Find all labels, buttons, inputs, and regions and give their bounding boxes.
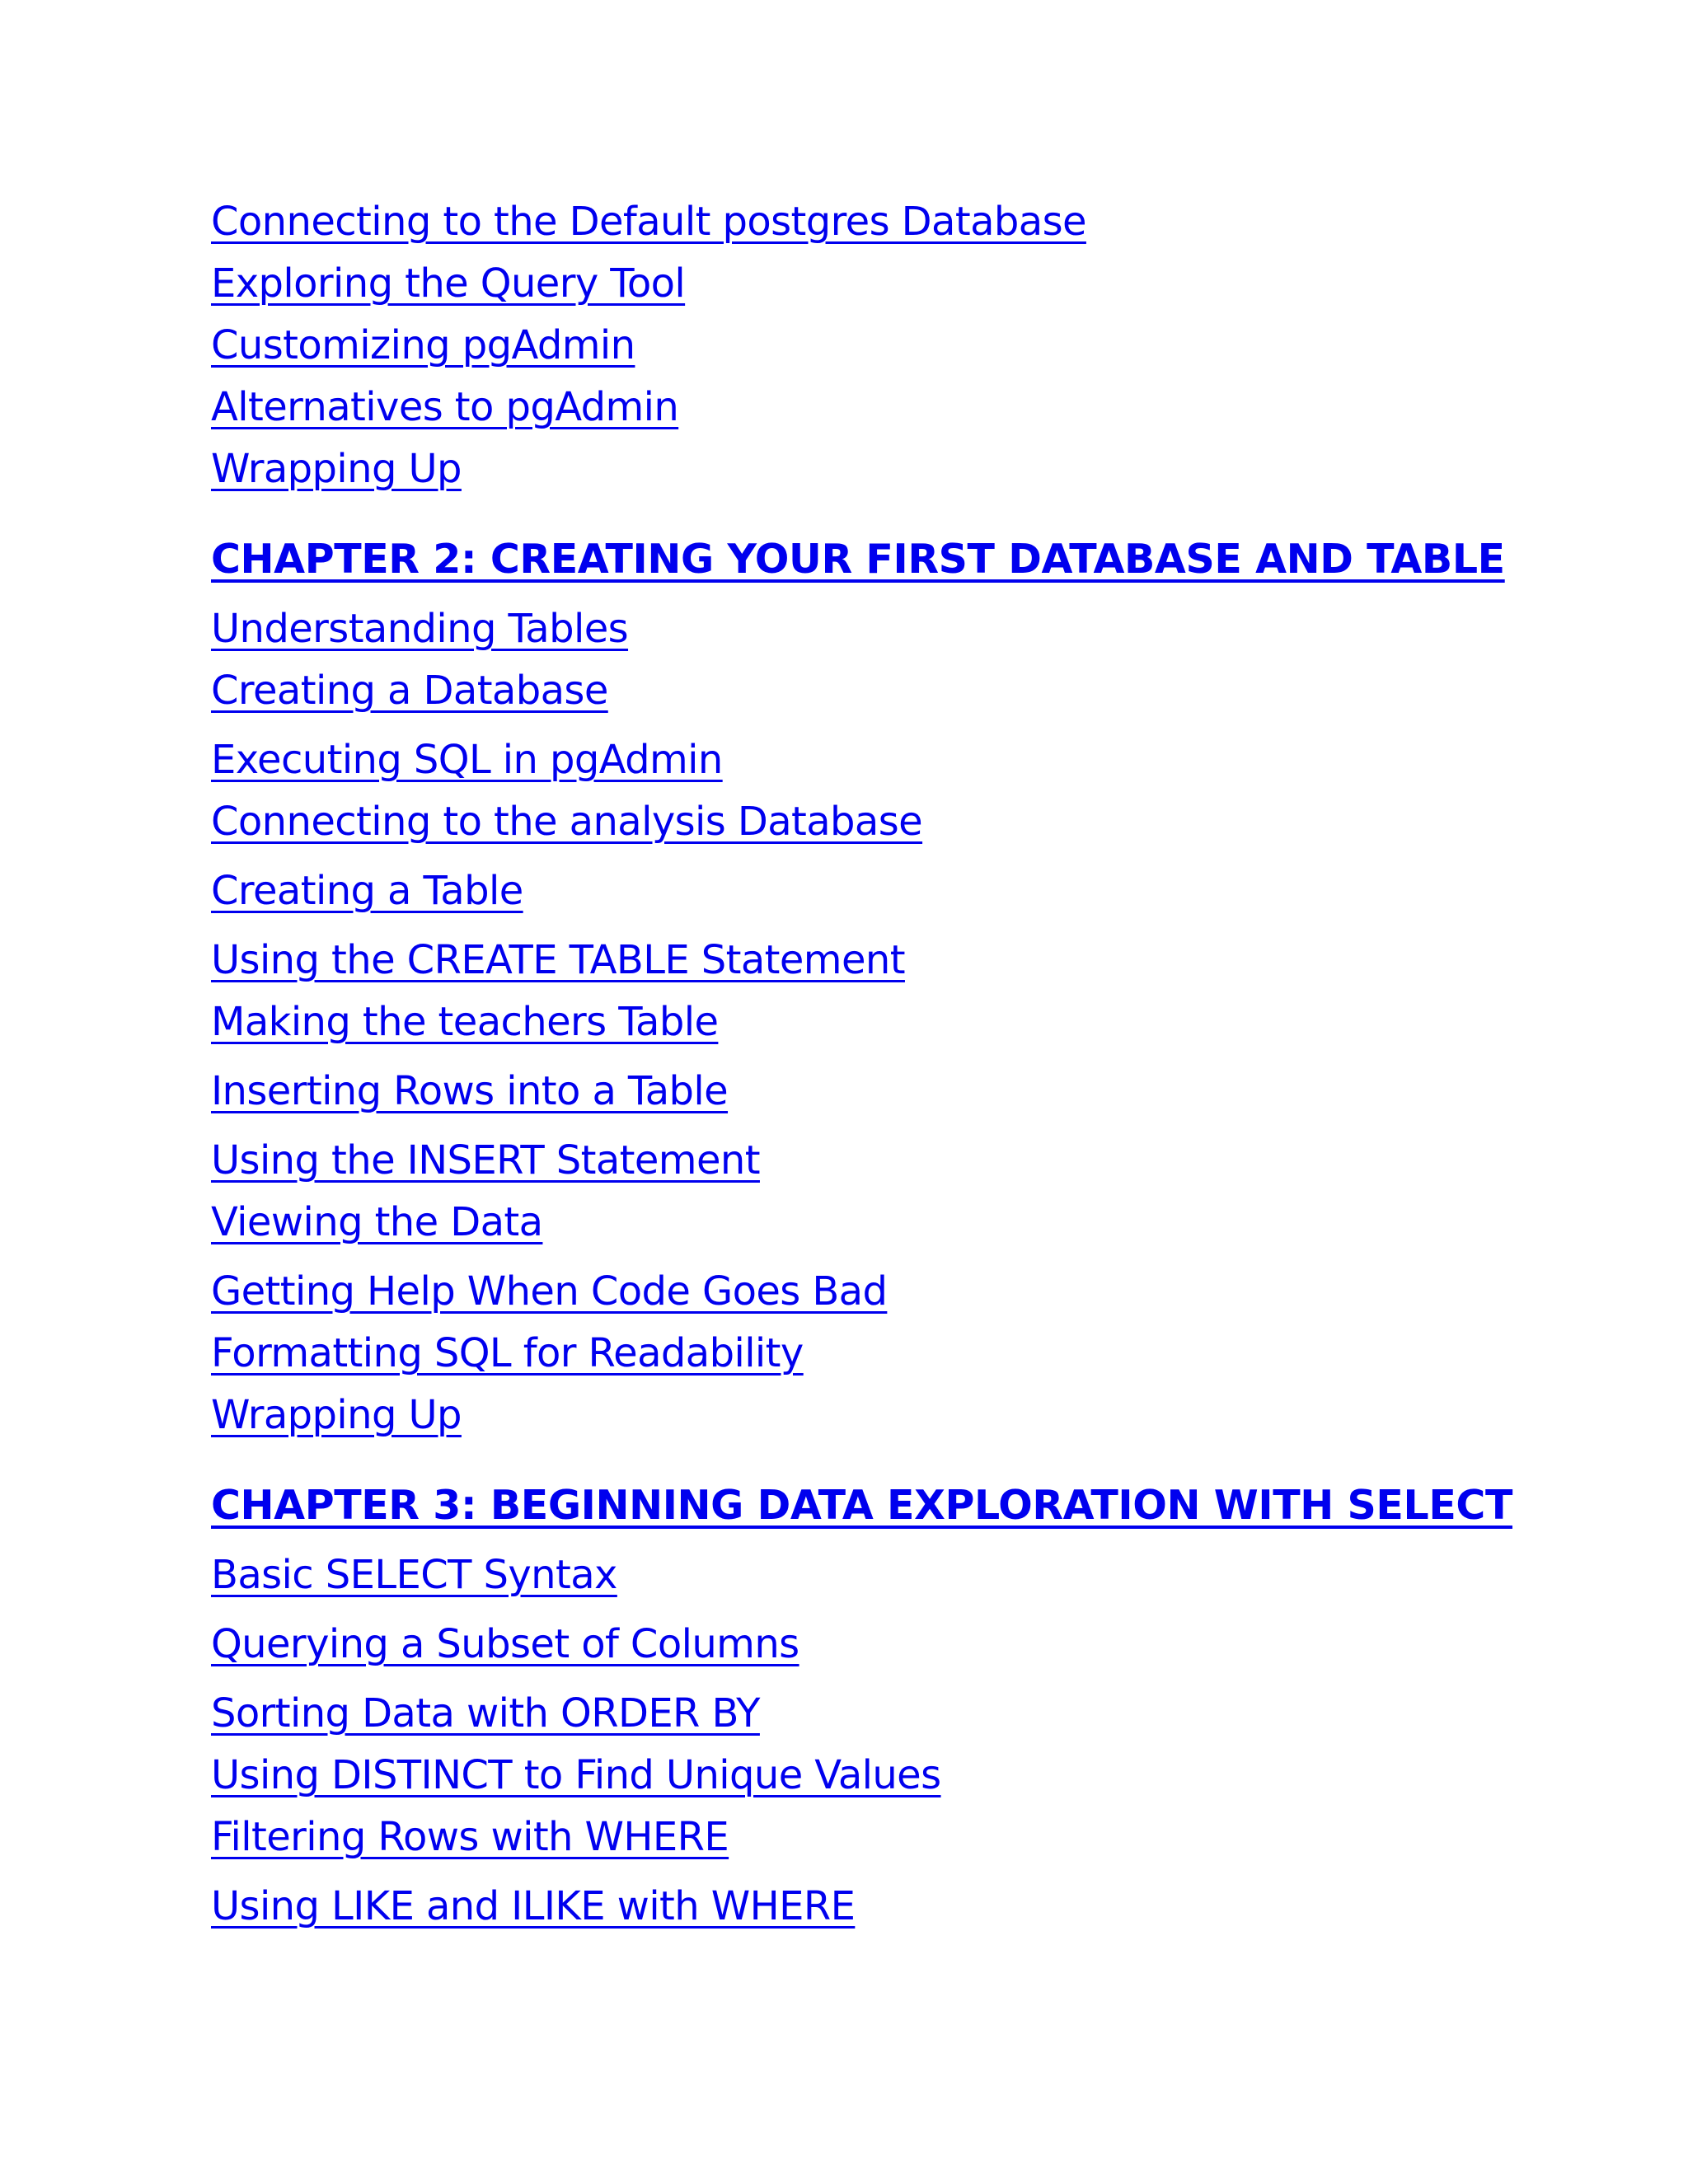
toc-link-connecting-default-postgres[interactable]: Connecting to the Default postgres Database (211, 199, 1086, 245)
toc-link-wrapping-up-ch2[interactable]: Wrapping Up (211, 1392, 462, 1438)
toc-link-alternatives-pgadmin[interactable]: Alternatives to pgAdmin (211, 384, 679, 430)
toc-link-creating-table[interactable]: Creating a Table (211, 868, 523, 914)
toc-link-customizing-pgadmin[interactable]: Customizing pgAdmin (211, 322, 635, 368)
toc-link-understanding-tables[interactable]: Understanding Tables (211, 606, 629, 652)
toc-link-getting-help[interactable]: Getting Help When Code Goes Bad (211, 1268, 888, 1315)
toc-link-wrapping-up-ch1[interactable]: Wrapping Up (211, 446, 462, 492)
toc-chapter-2-heading[interactable]: CHAPTER 2: CREATING YOUR FIRST DATABASE AND TABLE (211, 536, 1505, 583)
toc-link-querying-subset-columns[interactable]: Querying a Subset of Columns (211, 1621, 799, 1667)
toc-link-create-table-statement[interactable]: Using the CREATE TABLE Statement (211, 937, 905, 983)
toc-link-creating-database[interactable]: Creating a Database (211, 668, 608, 714)
toc-link-inserting-rows[interactable]: Inserting Rows into a Table (211, 1068, 729, 1114)
toc-link-insert-statement[interactable]: Using the INSERT Statement (211, 1137, 760, 1183)
toc-chapter-3-heading[interactable]: CHAPTER 3: BEGINNING DATA EXPLORATION WITH SELECT (211, 1482, 1512, 1529)
toc-link-viewing-data[interactable]: Viewing the Data (211, 1199, 543, 1245)
toc-link-basic-select-syntax[interactable]: Basic SELECT Syntax (211, 1552, 617, 1598)
toc-link-exploring-query-tool[interactable]: Exploring the Query Tool (211, 260, 686, 307)
toc-link-like-ilike[interactable]: Using LIKE and ILIKE with WHERE (211, 1883, 856, 1929)
toc-link-filtering-where[interactable]: Filtering Rows with WHERE (211, 1814, 729, 1860)
toc-link-using-distinct[interactable]: Using DISTINCT to Find Unique Values (211, 1752, 941, 1798)
toc-link-sorting-order-by[interactable]: Sorting Data with ORDER BY (211, 1690, 760, 1736)
toc-link-making-teachers-table[interactable]: Making the teachers Table (211, 999, 719, 1045)
toc-link-formatting-sql[interactable]: Formatting SQL for Readability (211, 1330, 804, 1376)
toc-link-executing-sql[interactable]: Executing SQL in pgAdmin (211, 737, 723, 783)
toc-link-connecting-analysis[interactable]: Connecting to the analysis Database (211, 799, 923, 845)
table-of-contents (211, 191, 1612, 1938)
